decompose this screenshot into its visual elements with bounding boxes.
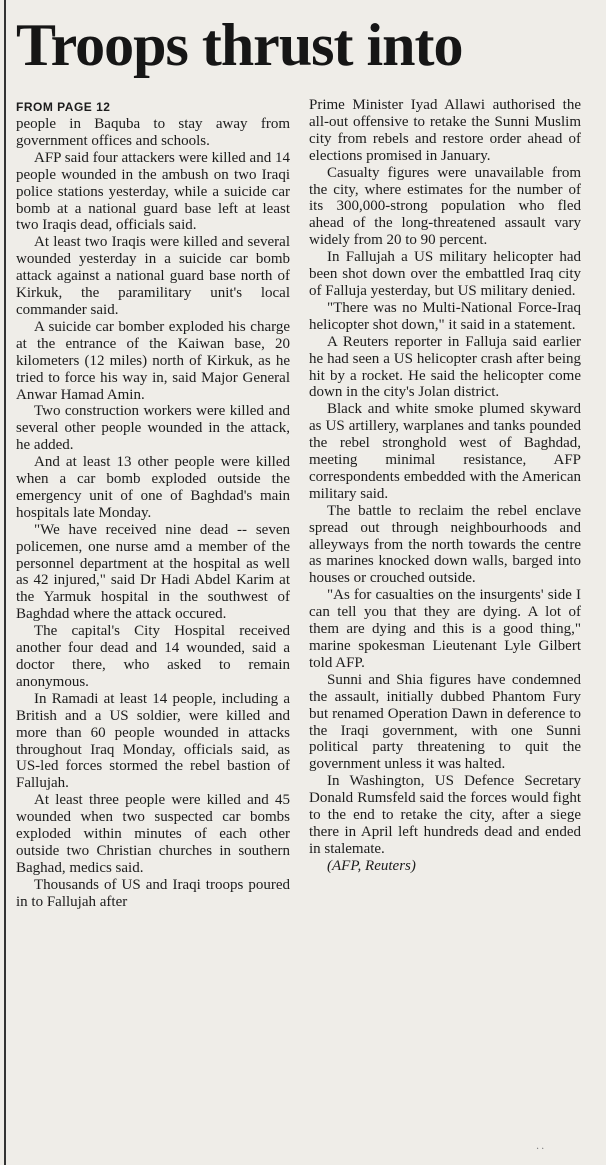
paragraph: And at least 13 other people were killed when a car bomb exploded outside the emergency unit of one of Baghdad's main hospitals late Monday. xyxy=(16,454,290,521)
paragraph: AFP said four attackers were killed and 14 people wounded in the ambush on two Iraqi police stations yesterday, while a suicide car bomb at a national guard base left at least two Iraqis dead, officials said. xyxy=(16,149,290,234)
paragraph: The capital's City Hospital received another four dead and 14 wounded, said a doctor there, who asked to remain anonymous. xyxy=(16,623,290,690)
paragraph: A suicide car bomber exploded his charge at the entrance of the Kaiwan base, 20 kilometers (12 miles) north of Kirkuk, as he tried to force his way in, said Major General Anwar Hamad Amin. xyxy=(16,318,290,403)
paragraph: "There was no Multi-National Force-Iraq helicopter shot down," it said in a statement. xyxy=(309,299,581,333)
paragraph: Black and white smoke plumed skyward as US artillery, warplanes and tanks pounded the rebel stronghold west of Baghdad, meeting minimal resistance, AFP correspondents embedded with the American military said. xyxy=(309,401,581,502)
column-rule xyxy=(4,0,6,1165)
paragraph: Prime Minister Iyad Allawi authorised the all-out offensive to retake the Sunni Muslim city from rebels and restore order ahead of elections promised in January. xyxy=(309,97,581,164)
paragraph: Thousands of US and Iraqi troops poured in to Fallujah after xyxy=(16,876,290,910)
paragraph: In Ramadi at least 14 people, including a British and a US soldier, were killed and more than 60 people wounded in attacks throughout Iraq Monday, officials said, as US-led forces stormed the rebel bastion of Fallujah. xyxy=(16,690,290,792)
paragraph: Sunni and Shia figures have condemned the assault, initially dubbed Phantom Fury but renamed Operation Dawn in deference to the Iraqi government, with one Sunni political party threatening to quit the government unless it was halted. xyxy=(309,671,581,773)
credit-line: (AFP, Reuters) xyxy=(327,857,416,874)
paragraph: Casualty figures were unavailable from the city, where estimates for the number of its 300,000-strong population who fled ahead of the long-threatened assault vary widely from 20 to 90 percent. xyxy=(309,164,581,249)
kicker: FROM PAGE 12 xyxy=(16,100,111,114)
article-column-left xyxy=(16,99,290,911)
paragraph: The battle to reclaim the rebel enclave spread out through neighbourhoods and alleyways from the north towards the centre as marines knocked down walls, barged into houses or crouched outside. xyxy=(309,502,581,587)
paragraph: At least two Iraqis were killed and several wounded yesterday in a suicide car bomb attack against a national guard base north of Kirkuk, the paramilitary unit's local commander said. xyxy=(16,234,290,318)
paragraph: In Fallujah a US military helicopter had been shot down over the embattled Iraq city of Falluja yesterday, but US military denied. xyxy=(309,249,581,299)
article-column-right xyxy=(309,97,581,875)
paragraph: A Reuters reporter in Falluja said earlier he had seen a US helicopter crash after being hit by a rocket. He said the helicopter come down in the city's Jolan district. xyxy=(309,333,581,401)
paragraph: In Washington, US Defence Secretary Donald Rumsfeld said the forces would fight to the end to retake the city, after a siege there in April left hundreds dead and ended in stalemate. xyxy=(309,773,581,857)
paragraph: people in Baquba to stay away from government offices and schools. xyxy=(16,116,290,149)
scan-artifact: .. xyxy=(536,1141,547,1152)
headline: Troops thrust into xyxy=(16,12,463,78)
paragraph: "As for casualties on the insurgents' side I can tell you that they are dying. A lot of them are dying and this is a good thing," marine spokesman Lieutenant Lyle Gilbert told AFP. xyxy=(309,587,581,671)
paragraph: "We have received nine dead -- seven policemen, one nurse amd a member of the personnel department at the hospital as well as 42 injured," said Dr Hadi Abdel Karim at the Yarmuk hospital in the southwest of Baghdad where the attack occured. xyxy=(16,521,290,623)
paragraph: At least three people were killed and 45 wounded when two suspected car bombs exploded within minutes of each other outside two Christian churches in southern Baghad, medics said. xyxy=(16,792,290,876)
paragraph: Two construction workers were killed and several other people wounded in the attack, he added. xyxy=(16,403,290,454)
